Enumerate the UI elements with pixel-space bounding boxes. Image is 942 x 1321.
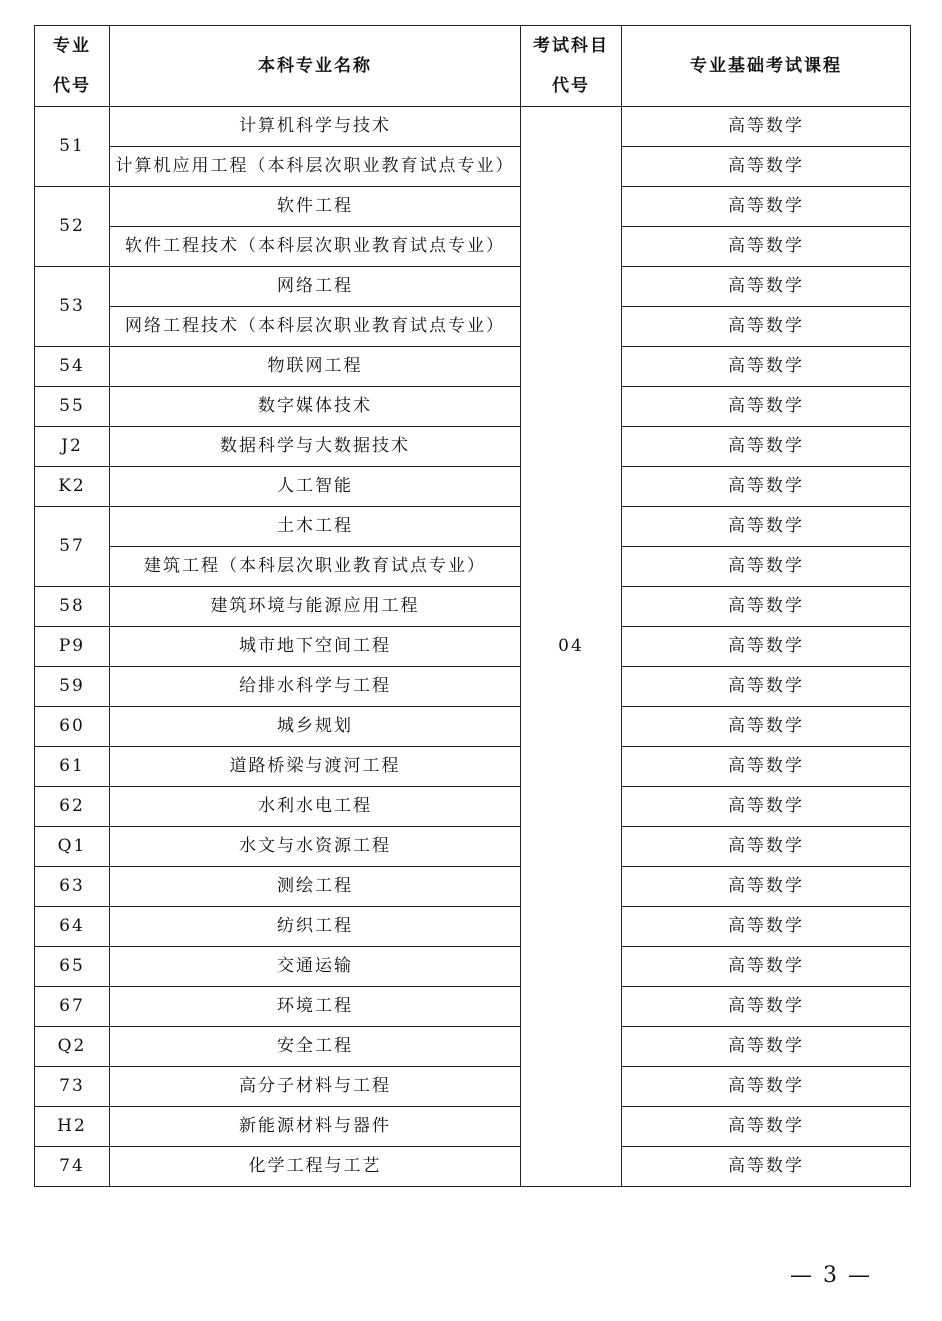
- table-row: [35, 1067, 911, 1107]
- exam-course: 高等数学: [622, 987, 911, 1027]
- header-code: 专业 代号: [35, 26, 110, 107]
- table-row: [35, 987, 911, 1027]
- table-row: [35, 227, 911, 267]
- table-row: [35, 107, 911, 147]
- header-exam-code: 考试科目 代号: [521, 26, 622, 107]
- table-row: [35, 467, 911, 507]
- major-code: H2: [35, 1107, 110, 1147]
- major-code: 74: [35, 1147, 110, 1187]
- major-name: 计算机科学与技术: [110, 107, 521, 147]
- exam-course: 高等数学: [622, 107, 911, 147]
- exam-course: 高等数学: [622, 547, 911, 587]
- major-code: 57: [35, 507, 110, 587]
- exam-course: 高等数学: [622, 507, 911, 547]
- table-row: [35, 1107, 911, 1147]
- major-code: 61: [35, 747, 110, 787]
- exam-course: 高等数学: [622, 747, 911, 787]
- exam-course: 高等数学: [622, 1147, 911, 1187]
- major-name: 道路桥梁与渡河工程: [110, 747, 521, 787]
- header-major-name: 本科专业名称: [110, 26, 521, 107]
- exam-course: 高等数学: [622, 907, 911, 947]
- table-row: [35, 827, 911, 867]
- table-row: [35, 1147, 911, 1187]
- major-name: 人工智能: [110, 467, 521, 507]
- major-code: 63: [35, 867, 110, 907]
- major-name: 水文与水资源工程: [110, 827, 521, 867]
- major-name: 软件工程: [110, 187, 521, 227]
- major-name: 新能源材料与器件: [110, 1107, 521, 1147]
- major-code: 59: [35, 667, 110, 707]
- major-name: 物联网工程: [110, 347, 521, 387]
- major-name: 交通运输: [110, 947, 521, 987]
- major-code: 73: [35, 1067, 110, 1107]
- major-code: 67: [35, 987, 110, 1027]
- major-code: 58: [35, 587, 110, 627]
- table-row: [35, 1027, 911, 1067]
- exam-course: 高等数学: [622, 427, 911, 467]
- major-code: 55: [35, 387, 110, 427]
- major-name: 高分子材料与工程: [110, 1067, 521, 1107]
- exam-course: 高等数学: [622, 387, 911, 427]
- major-name: 土木工程: [110, 507, 521, 547]
- table-row: [35, 267, 911, 307]
- major-name: 数字媒体技术: [110, 387, 521, 427]
- exam-course: 高等数学: [622, 147, 911, 187]
- major-name: 网络工程: [110, 267, 521, 307]
- major-code: 52: [35, 187, 110, 267]
- table-row: [35, 627, 911, 667]
- major-name: 城乡规划: [110, 707, 521, 747]
- exam-course: 高等数学: [622, 867, 911, 907]
- exam-course: 高等数学: [622, 227, 911, 267]
- table-row: [35, 307, 911, 347]
- exam-course: 高等数学: [622, 627, 911, 667]
- exam-course: 高等数学: [622, 707, 911, 747]
- table-row: [35, 427, 911, 467]
- table-row: [35, 907, 911, 947]
- major-code: 62: [35, 787, 110, 827]
- major-name: 测绘工程: [110, 867, 521, 907]
- major-name: 建筑工程（本科层次职业教育试点专业）: [110, 547, 521, 587]
- major-code: 65: [35, 947, 110, 987]
- exam-course: 高等数学: [622, 467, 911, 507]
- table-row: [35, 147, 911, 187]
- table-row: [35, 667, 911, 707]
- table-row: [35, 587, 911, 627]
- major-exam-table: [34, 25, 911, 1187]
- major-code: Q2: [35, 1027, 110, 1067]
- table-header-row: [35, 26, 911, 107]
- table-row: [35, 187, 911, 227]
- major-name: 给排水科学与工程: [110, 667, 521, 707]
- table-body: [35, 107, 911, 1187]
- major-code: Q1: [35, 827, 110, 867]
- major-name: 纺织工程: [110, 907, 521, 947]
- table-row: [35, 547, 911, 587]
- major-name: 水利水电工程: [110, 787, 521, 827]
- exam-course: 高等数学: [622, 347, 911, 387]
- header-course: 专业基础考试课程: [622, 26, 911, 107]
- exam-subject-code: 04: [521, 107, 622, 1187]
- table-row: [35, 707, 911, 747]
- major-code: 53: [35, 267, 110, 347]
- exam-course: 高等数学: [622, 667, 911, 707]
- exam-course: 高等数学: [622, 187, 911, 227]
- major-name: 城市地下空间工程: [110, 627, 521, 667]
- major-code: K2: [35, 467, 110, 507]
- major-name: 安全工程: [110, 1027, 521, 1067]
- major-name: 化学工程与工艺: [110, 1147, 521, 1187]
- major-name: 网络工程技术（本科层次职业教育试点专业）: [110, 307, 521, 347]
- table-row: [35, 387, 911, 427]
- page-number: — 3 —: [790, 1263, 872, 1288]
- table-row: [35, 747, 911, 787]
- exam-course: 高等数学: [622, 827, 911, 867]
- exam-course: 高等数学: [622, 1107, 911, 1147]
- major-code: J2: [35, 427, 110, 467]
- major-name: 计算机应用工程（本科层次职业教育试点专业）: [110, 147, 521, 187]
- table-row: [35, 947, 911, 987]
- table-row: [35, 867, 911, 907]
- exam-course: 高等数学: [622, 307, 911, 347]
- table-row: [35, 507, 911, 547]
- major-code: 51: [35, 107, 110, 187]
- major-name: 软件工程技术（本科层次职业教育试点专业）: [110, 227, 521, 267]
- major-name: 数据科学与大数据技术: [110, 427, 521, 467]
- exam-course: 高等数学: [622, 1067, 911, 1107]
- exam-course: 高等数学: [622, 1027, 911, 1067]
- exam-course: 高等数学: [622, 947, 911, 987]
- major-code: 64: [35, 907, 110, 947]
- major-code: 54: [35, 347, 110, 387]
- major-name: 建筑环境与能源应用工程: [110, 587, 521, 627]
- table-row: [35, 347, 911, 387]
- major-code: P9: [35, 627, 110, 667]
- major-name: 环境工程: [110, 987, 521, 1027]
- exam-course: 高等数学: [622, 267, 911, 307]
- major-code: 60: [35, 707, 110, 747]
- exam-course: 高等数学: [622, 787, 911, 827]
- exam-course: 高等数学: [622, 587, 911, 627]
- table-row: [35, 787, 911, 827]
